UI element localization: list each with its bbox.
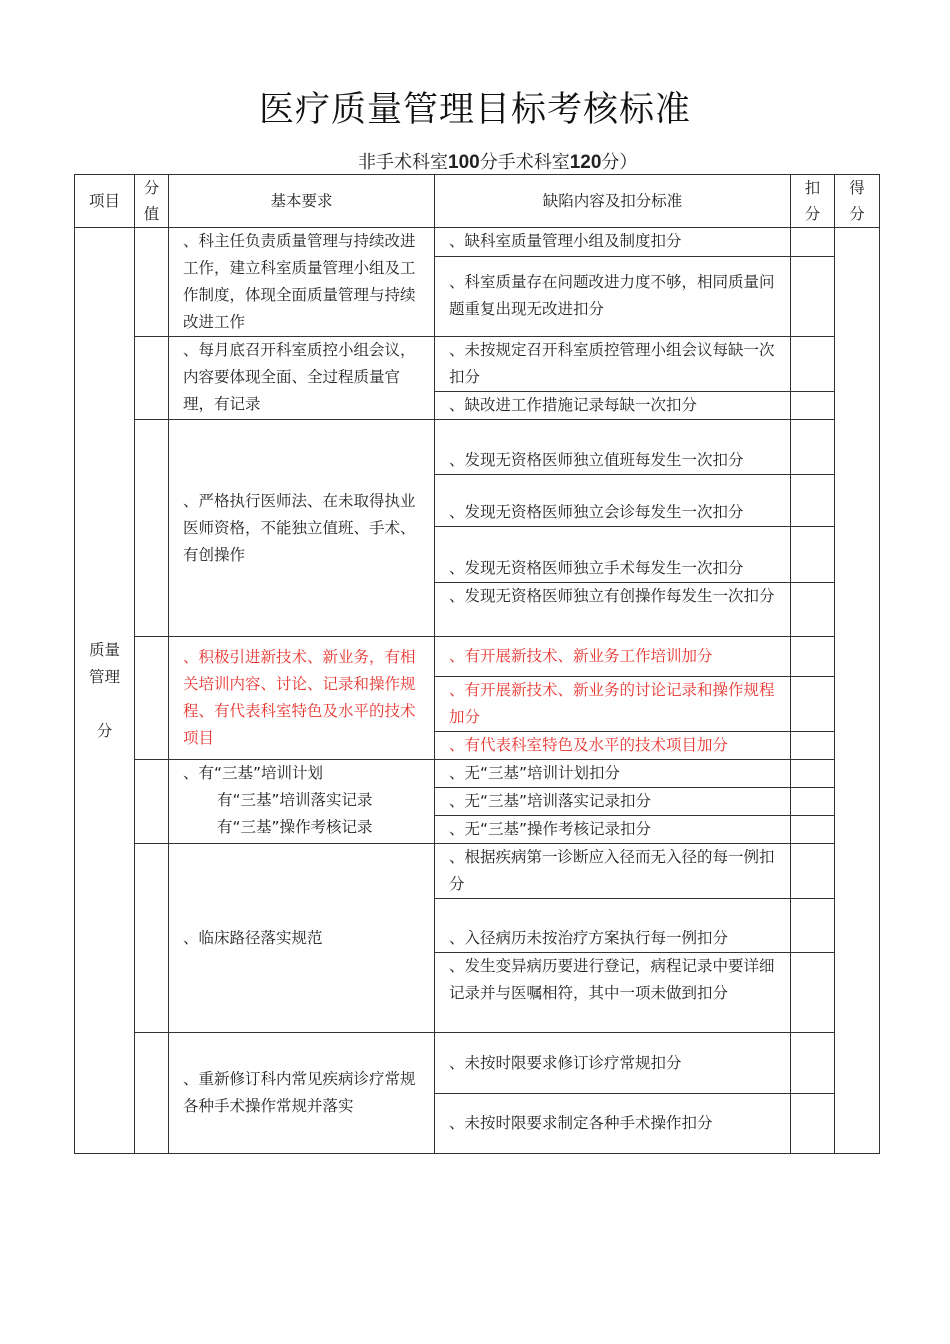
defect-cell: 、发现无资格医师独立有创操作每发生一次扣分 [435, 583, 791, 637]
deduct-cell [791, 527, 835, 583]
subtitle-suffix: 分） [601, 152, 638, 173]
defect-cell: 、未按规定召开科室质控管理小组会议每缺一次扣分 [435, 337, 791, 392]
defect-cell: 、根据疾病第一诊断应入径而无入径的每一例扣分 [435, 844, 791, 899]
deduct-cell [791, 732, 835, 760]
value-cell [135, 844, 169, 1033]
header-score: 得 分 [835, 175, 880, 228]
subtitle-score-surgical: 120 [569, 152, 602, 173]
table-row [75, 760, 880, 788]
page-title: 医疗质量管理目标考核标准 [258, 90, 691, 130]
value-cell [135, 637, 169, 760]
defect-cell: 、发生变异病历要进行登记，病程记录中要详细记录并与医嘱相符，其中一项未做到扣分 [435, 953, 791, 1033]
value-cell [135, 337, 169, 420]
deduct-cell [791, 1033, 835, 1094]
defect-cell: 、有开展新技术、新业务的讨论记录和操作规程加分 [435, 677, 791, 732]
defect-cell: 、有开展新技术、新业务工作培训加分 [435, 637, 791, 677]
header-requirement: 基本要求 [169, 175, 435, 228]
requirement-cell [169, 760, 435, 844]
defect-cell: 、有代表科室特色及水平的技术项目加分 [435, 732, 791, 760]
deduct-cell [791, 228, 835, 257]
requirement-line: 有“三基”操作考核记录 [217, 818, 373, 836]
deduct-cell [791, 256, 835, 336]
defect-cell: 、未按时限要求修订诊疗常规扣分 [435, 1033, 791, 1094]
requirement-cell: 、重新修订科内常见疾病诊疗常规各种手术操作常规并落实 [169, 1033, 435, 1154]
table-row [75, 637, 880, 677]
defect-cell: 、缺科室质量管理小组及制度扣分 [435, 228, 791, 257]
table-row [75, 337, 880, 392]
requirement-line: 有“三基”培训落实记录 [217, 791, 373, 809]
header-item: 项目 [75, 175, 135, 228]
value-cell [135, 1033, 169, 1154]
value-cell [135, 228, 169, 337]
requirement-cell: 、每月底召开科室质控小组会议，内容要体现全面、全过程质量官理，有记录 [169, 337, 435, 420]
value-cell [135, 760, 169, 844]
table-row [75, 228, 880, 257]
deduct-cell [791, 760, 835, 788]
deduct-cell [791, 475, 835, 527]
header-defect: 缺陷内容及扣分标准 [435, 175, 791, 228]
page-subtitle [358, 148, 637, 174]
defect-cell: 、缺改进工作措施记录每缺一次扣分 [435, 392, 791, 420]
score-cell [835, 228, 880, 1154]
deduct-cell [791, 816, 835, 844]
deduct-cell [791, 1094, 835, 1154]
defect-cell: 、无“三基”培训计划扣分 [435, 760, 791, 788]
defect-cell: 、科室质量存在问题改进力度不够，相同质量问题重复出现无改进扣分 [435, 256, 791, 336]
deduct-cell [791, 392, 835, 420]
requirement-cell: 、严格执行医师法、在未取得执业医师资格，不能独立值班、手术、有创操作 [169, 420, 435, 637]
header-deduct: 扣 分 [791, 175, 835, 228]
table-row [75, 1033, 880, 1094]
defect-cell: 、无“三基”培训落实记录扣分 [435, 788, 791, 816]
subtitle-prefix: 非手术科室 [358, 152, 448, 173]
deduct-cell [791, 337, 835, 392]
deduct-cell [791, 583, 835, 637]
table-row [75, 844, 880, 899]
defect-cell: 、发现无资格医师独立值班每发生一次扣分 [435, 420, 791, 475]
defect-cell: 、无“三基”操作考核记录扣分 [435, 816, 791, 844]
deduct-cell [791, 788, 835, 816]
deduct-cell [791, 844, 835, 899]
table-row [75, 420, 880, 475]
deduct-cell [791, 677, 835, 732]
deduct-cell [791, 899, 835, 953]
requirement-cell: 、科主任负责质量管理与持续改进工作，建立科室质量管理小组及工作制度，体现全面质量管理与持续改进工作 [169, 228, 435, 337]
defect-cell: 、入径病历未按治疗方案执行每一例扣分 [435, 899, 791, 953]
defect-cell: 、发现无资格医师独立手术每发生一次扣分 [435, 527, 791, 583]
assessment-table [74, 174, 880, 1154]
defect-cell: 、发现无资格医师独立会诊每发生一次扣分 [435, 475, 791, 527]
requirement-cell: 、积极引进新技术、新业务，有相关培训内容、讨论、记录和操作规程、有代表科室特色及水平的技术项目 [169, 637, 435, 760]
deduct-cell [791, 953, 835, 1033]
requirement-cell: 、临床路径落实规范 [169, 844, 435, 1033]
category-cell: 质量 管理 分 [75, 228, 135, 1154]
value-cell [135, 420, 169, 637]
header-value: 分 值 [135, 175, 169, 228]
deduct-cell [791, 637, 835, 677]
subtitle-score-nonsurgical: 100 [448, 152, 480, 173]
subtitle-middle: 分手术科室 [479, 152, 570, 173]
deduct-cell [791, 420, 835, 475]
defect-cell: 、未按时限要求制定各种手术操作扣分 [435, 1094, 791, 1154]
table-header-row [75, 175, 880, 228]
requirement-line: 、有“三基”培训计划 [183, 764, 324, 782]
